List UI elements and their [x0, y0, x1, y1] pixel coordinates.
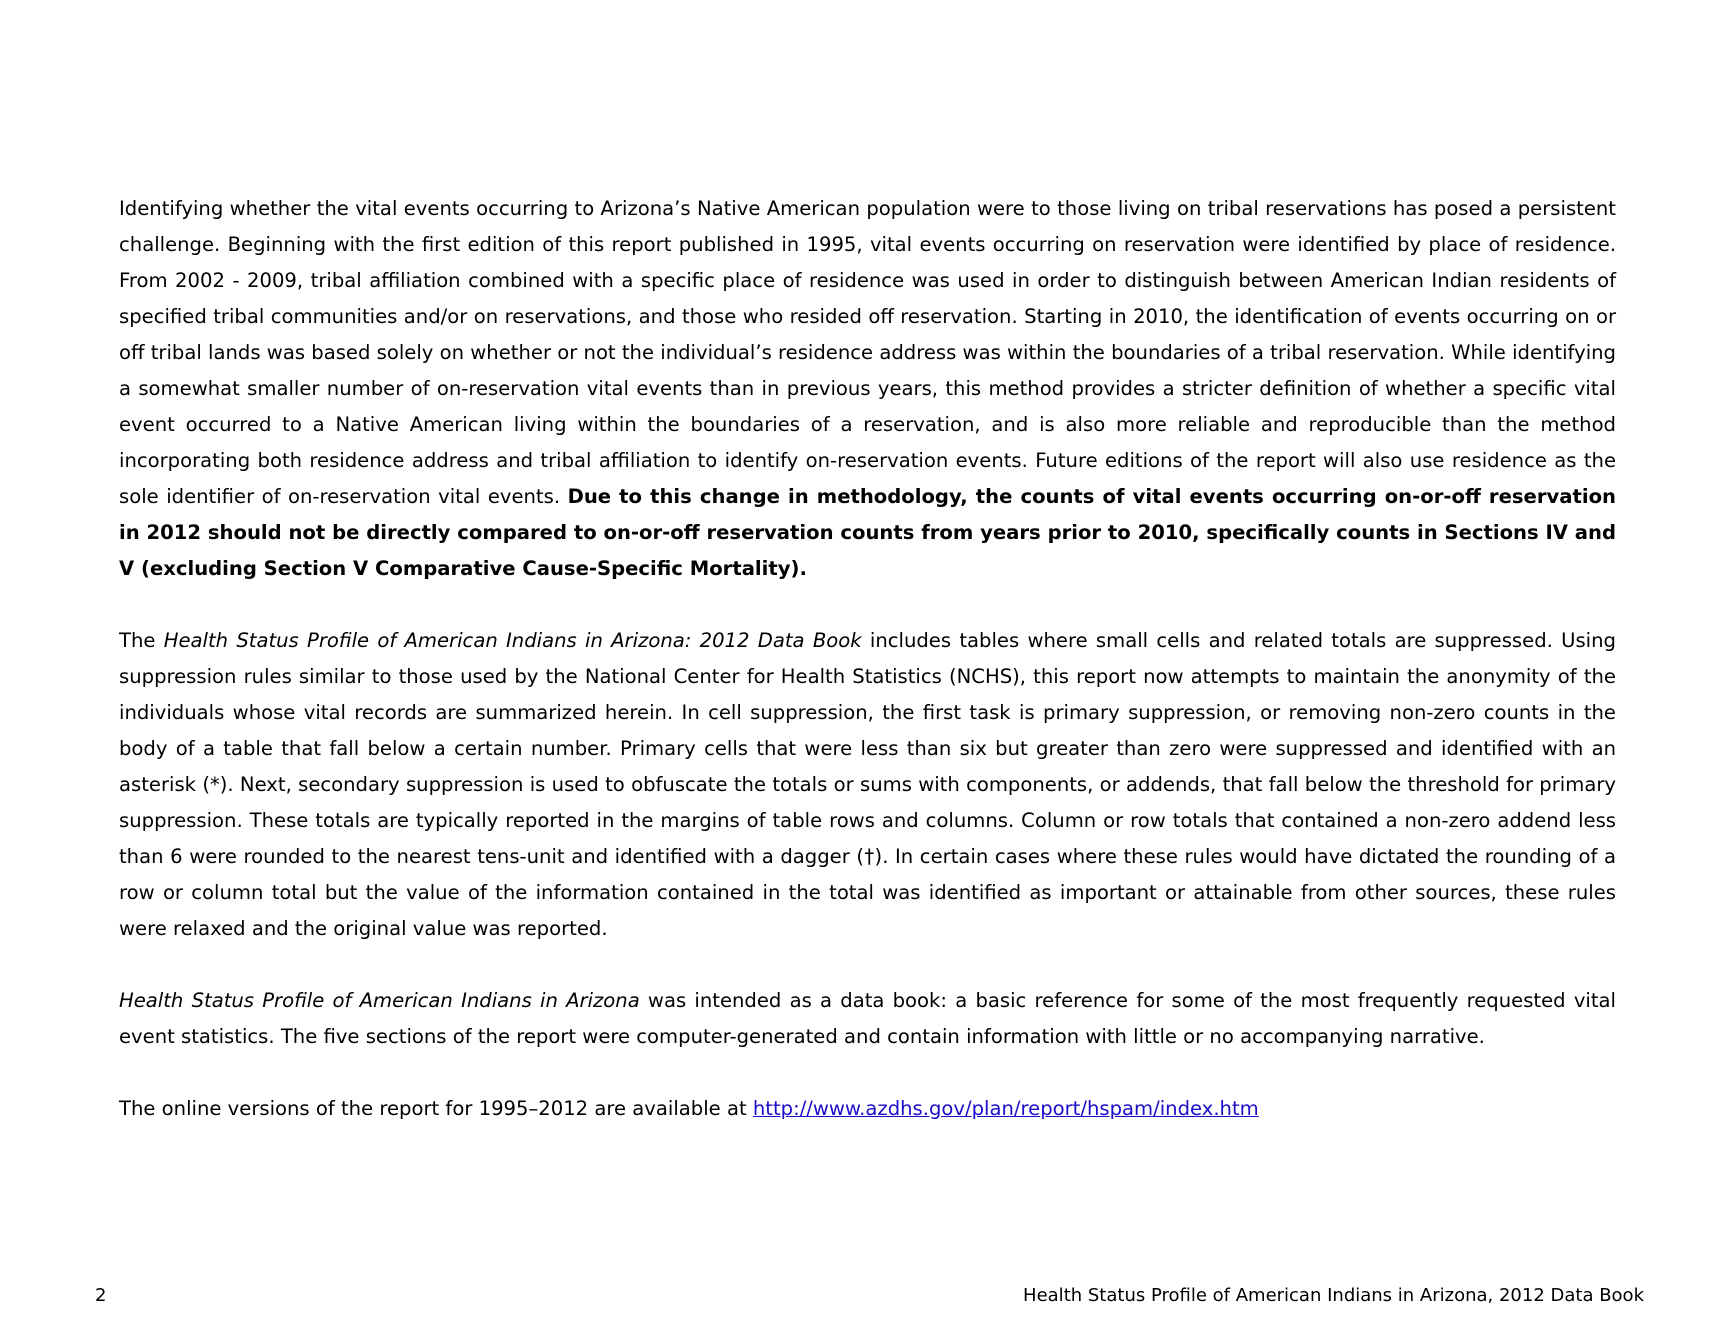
suppression-lead: The — [119, 629, 164, 652]
databook-text: was intended as a data book: a basic reference for some of the most frequently requested vital event statistics. The five sections of the report were computer-generated and contain information with little or no accompanying narrative. — [119, 989, 1616, 1048]
report-url-link[interactable]: http://www.azdhs.gov/plan/report/hspam/index.htm — [752, 1097, 1259, 1120]
methodology-paragraph — [119, 191, 1616, 587]
online-versions-text: The online versions of the report for 1995–2012 are available at — [119, 1097, 753, 1120]
page-body — [119, 191, 1616, 1127]
online-versions-paragraph — [119, 1091, 1616, 1127]
suppression-text: includes tables where small cells and related totals are suppressed. Using suppression rules similar to those used by the National Center for Health Statistics (NCHS), this report now attempts to maintain the anonymity of the individuals whose vital records are summarized herein. In cell suppression, the first task is primary suppression, or removing non-zero counts in the body of a table that fall below a certain number. Primary cells that were less than six but greater than zero were suppressed and identified with an asterisk (*). Next, secondary suppression is used to obfuscate the totals or sums with components, or addends, that fall below the threshold for primary suppression. These totals are typically reported in the margins of table rows and columns. Column or row totals that contained a non-zero addend less than 6 were rounded to the nearest tens-unit and identified with a dagger (†). In certain cases where these rules would have dictated the rounding of a row or column total but the value of the information contained in the total was identified as important or attainable from other sources, these rules were relaxed and the original value was reported. — [119, 629, 1616, 940]
suppression-report-title: Health Status Profile of American Indians in Arizona: 2012 Data Book — [163, 629, 862, 652]
methodology-warning: Due to this change in methodology, the counts of vital events occurring on-or-off reservation in 2012 should not be directly compared to on-or-off reservation counts from years prior to 2010, specifically counts in Sections IV and V (excluding Section V Comparative Cause-Specific Mortality). — [119, 485, 1616, 580]
databook-paragraph — [119, 983, 1616, 1055]
suppression-paragraph — [119, 623, 1616, 947]
page-number: 2 — [95, 1285, 107, 1306]
footer-title: Health Status Profile of American Indians in Arizona, 2012 Data Book — [1023, 1285, 1644, 1306]
databook-report-title: Health Status Profile of American Indians in Arizona — [119, 989, 640, 1012]
methodology-text: Identifying whether the vital events occurring to Arizona’s Native American population were to those living on tribal reservations has posed a persistent challenge. Beginning with the first edition of this report published in 1995, vital events occurring on reservation were identified by place of residence. From 2002 - 2009, tribal affiliation combined with a specific place of residence was used in order to distinguish between American Indian residents of specified tribal communities and/or on reservations, and those who resided off reservation. Starting in 2010, the identification of events occurring on or off tribal lands was based solely on whether or not the individual’s residence address was within the boundaries of a tribal reservation. While identifying a somewhat smaller number of on-reservation vital events than in previous years, this method provides a stricter definition of whether a specific vital event occurred to a Native American living within the boundaries of a reservation, and is also more reliable and reproducible than the method incorporating both residence address and tribal affiliation to identify on-reservation events. Future editions of the report will also use residence as the sole identifier of on-reservation vital events. — [119, 197, 1616, 508]
